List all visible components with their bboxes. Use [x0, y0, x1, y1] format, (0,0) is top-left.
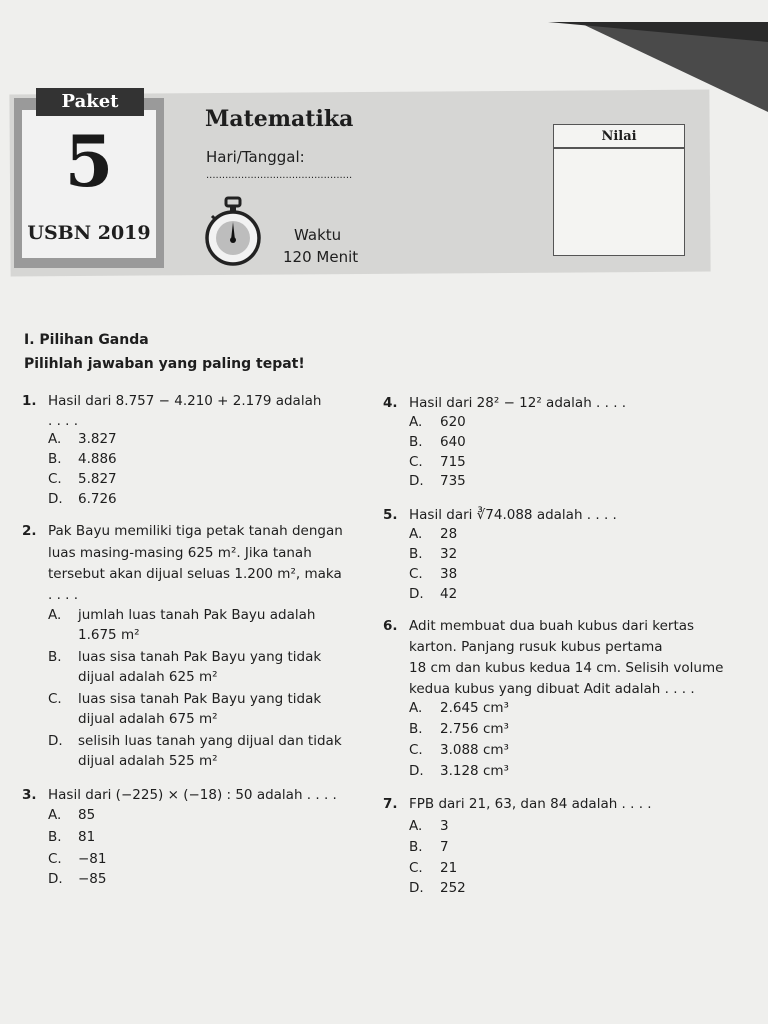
exam-label: USBN 2019 [27, 222, 151, 244]
question-text-line: FPB dari 21, 63, dan 84 adalah . . . . [409, 796, 652, 812]
option-letter: B. [48, 649, 62, 665]
option-letter: A. [409, 526, 423, 542]
date-field: .............................................. [206, 170, 353, 181]
option-text: 21 [440, 860, 458, 876]
option-letter: D. [409, 586, 424, 602]
option-letter: B. [48, 829, 62, 845]
option-letter: A. [48, 431, 62, 447]
option-letter: D. [48, 733, 63, 749]
option-text: −81 [78, 851, 107, 867]
option-letter: A. [409, 700, 423, 716]
option-text: 3.827 [78, 431, 117, 447]
paket-label: Paket [36, 88, 144, 116]
score-label: Nilai [554, 125, 684, 149]
option-letter: C. [409, 454, 423, 470]
option-letter: C. [48, 851, 62, 867]
paket-number: 5 [64, 120, 114, 203]
option-text: 6.726 [78, 491, 117, 507]
time-value: 120 Menit [283, 248, 359, 266]
option-text: 7 [440, 839, 449, 855]
option-text: 4.886 [78, 451, 117, 467]
score-box [553, 124, 685, 256]
option-text: 5.827 [78, 471, 117, 487]
option-text: luas sisa tanah Pak Bayu yang tidak [78, 691, 322, 707]
question-number: 6. [383, 618, 398, 634]
option-text-cont: dijual adalah 675 m² [78, 711, 218, 727]
option-text: 3.128 cm³ [440, 763, 509, 779]
question-number: 3. [22, 787, 37, 803]
section-instruction: Pilihlah jawaban yang paling tepat! [24, 356, 305, 372]
question-number: 7. [383, 796, 398, 812]
question-text-line: luas masing-masing 625 m². Jika tanah [48, 545, 312, 561]
option-letter: C. [409, 566, 423, 582]
option-text: 252 [440, 880, 466, 896]
time-label: Waktu [294, 226, 342, 244]
option-text: 85 [78, 807, 96, 823]
option-text: 640 [440, 434, 466, 450]
option-letter: C. [48, 471, 62, 487]
option-letter: C. [409, 860, 423, 876]
option-letter: A. [409, 414, 423, 430]
option-text: 3 [440, 818, 449, 834]
option-text: 3.088 cm³ [440, 742, 509, 758]
question-text-line: Pak Bayu memiliki tiga petak tanah dengan [48, 523, 343, 539]
option-letter: D. [409, 763, 424, 779]
option-letter: B. [409, 546, 423, 562]
option-text-cont: dijual adalah 625 m² [78, 669, 218, 685]
option-letter: C. [48, 691, 62, 707]
option-letter: D. [409, 473, 424, 489]
option-text-cont: 1.675 m² [78, 627, 140, 643]
subject-title: Matematika [205, 106, 354, 132]
question-number: 1. [22, 393, 37, 409]
stopwatch-icon [202, 196, 264, 268]
option-letter: A. [48, 807, 62, 823]
option-letter: C. [409, 742, 423, 758]
question-text-line: tersebut akan dijual seluas 1.200 m², maka [48, 566, 342, 582]
question-number: 5. [383, 507, 398, 523]
question-text-line: Hasil dari 28² − 12² adalah . . . . [409, 395, 627, 411]
question-text-line: Hasil dari ∛74.088 adalah . . . . [409, 507, 617, 523]
option-letter: D. [409, 880, 424, 896]
option-text: 28 [440, 526, 458, 542]
option-letter: A. [409, 818, 423, 834]
option-text: 2.756 cm³ [440, 721, 509, 737]
question-text-line: Hasil dari (−225) × (−18) : 50 adalah . . . . [48, 787, 337, 803]
question-text-line: . . . . [48, 413, 79, 429]
option-text: selisih luas tanah yang dijual dan tidak [78, 733, 342, 749]
option-text: 81 [78, 829, 96, 845]
question-text-line: Adit membuat dua buah kubus dari kertas [409, 618, 695, 634]
corner-decoration-dark [548, 22, 768, 42]
option-letter: A. [48, 607, 62, 623]
option-letter: B. [48, 451, 62, 467]
question-text-line: kedua kubus yang dibuat Adit adalah . . . . [409, 681, 695, 697]
option-text: 620 [440, 414, 466, 430]
question-text-line: karton. Panjang rusuk kubus pertama [409, 639, 663, 655]
option-text: 735 [440, 473, 466, 489]
option-letter: D. [48, 871, 63, 887]
option-text: luas sisa tanah Pak Bayu yang tidak [78, 649, 322, 665]
question-text-line: . . . . [48, 587, 79, 603]
option-text: 42 [440, 586, 458, 602]
option-text: 38 [440, 566, 458, 582]
option-text: 2.645 cm³ [440, 700, 509, 716]
option-text: jumlah luas tanah Pak Bayu adalah [78, 607, 316, 623]
option-letter: B. [409, 839, 423, 855]
question-text-line: Hasil dari 8.757 − 4.210 + 2.179 adalah [48, 393, 322, 409]
question-number: 4. [383, 395, 398, 411]
option-letter: B. [409, 721, 423, 737]
option-text: −85 [78, 871, 107, 887]
question-text-line: 18 cm dan kubus kedua 14 cm. Selisih volume [409, 660, 724, 676]
option-text: 32 [440, 546, 458, 562]
section-title: I. Pilihan Ganda [24, 332, 149, 348]
date-label: Hari/Tanggal: [206, 148, 305, 166]
option-text: 715 [440, 454, 466, 470]
question-number: 2. [22, 523, 37, 539]
option-text-cont: dijual adalah 525 m² [78, 753, 218, 769]
option-letter: B. [409, 434, 423, 450]
option-letter: D. [48, 491, 63, 507]
